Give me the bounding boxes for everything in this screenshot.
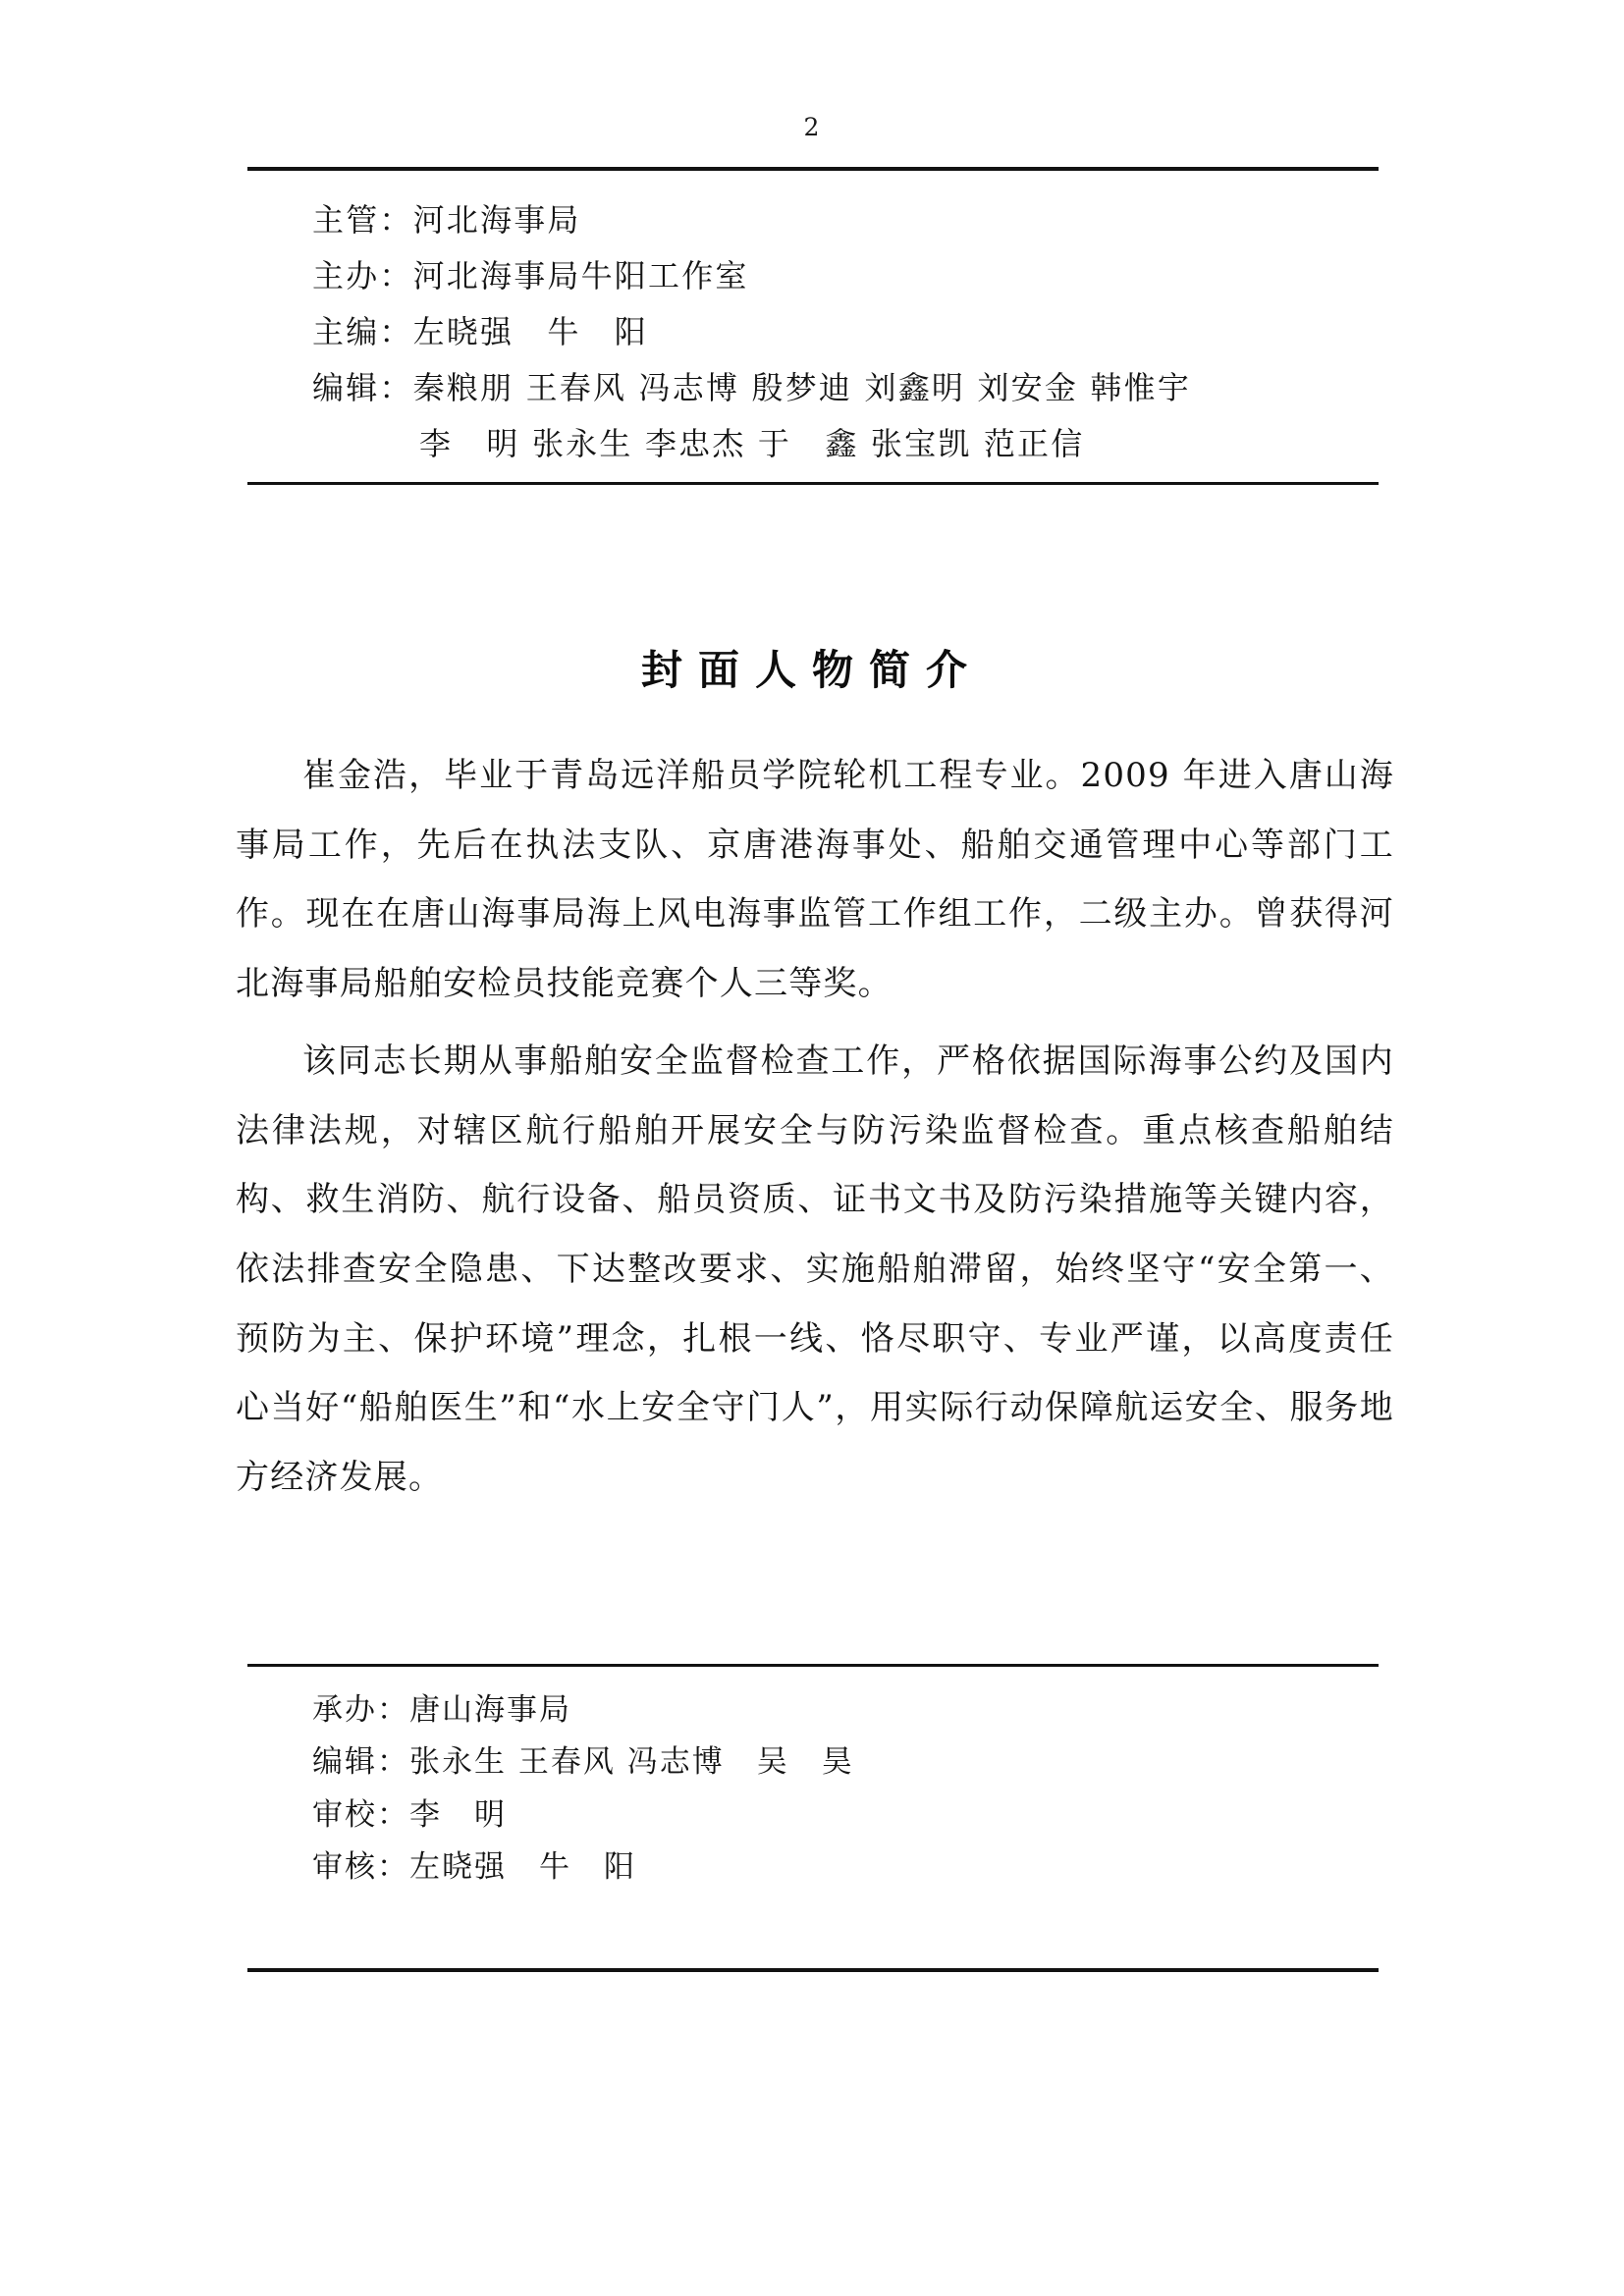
masthead-block <box>247 167 1379 485</box>
article-paragraph-1: 崔金浩，毕业于青岛远洋船员学院轮机工程专业。2009 年进入唐山海事局工作，先后在执法支队、京唐港海事处、船舶交通管理中心等部门工作。现在在唐山海事局海上风电海事监管工作组工作，二级主办。曾获得河北海事局船舶安检员技能竞赛个人三等奖。 <box>236 756 1394 1004</box>
masthead-line-organizer: 主办：河北海事局牛阳工作室 <box>312 256 749 294</box>
credits-line-reviewer: 审核：左晓强 牛 阳 <box>312 1848 636 1885</box>
article-paragraph-2: 该同志长期从事船舶安全监督检查工作，严格依据国际海事公约及国内法律法规，对辖区航行船舶开展安全与防污染监督检查。重点核查船舶结构、救生消防、航行设备、船员资质、证书文书及防污染措施等关键内容，依法排查安全隐患、下达整改要求、实施船舶滞留，始终坚守“安全第一、预防为主、保护环境”理念，扎根一线、恪尽职守、专业严谨，以高度责任心当好“船舶医生”和“水上安全守门人”，用实际行动保障航运安全、服务地方经济发展。 <box>236 1041 1394 1498</box>
article-body <box>236 741 1394 1521</box>
masthead-bottom-rule <box>247 482 1379 485</box>
masthead-line-supervisor: 主管：河北海事局 <box>312 201 581 239</box>
page-bottom-rule <box>247 1968 1379 1972</box>
masthead-lines <box>247 171 1379 482</box>
masthead-line-chief-editor: 主编：左晓强 牛 阳 <box>312 312 649 350</box>
masthead-line-editors-continued: 李 明 张永生 李忠杰 于 鑫 张宝凯 范正信 <box>419 424 1085 462</box>
credits-lines <box>247 1667 1379 1915</box>
section-title: 封面人物简介 <box>640 646 983 694</box>
credits-line-editor: 编辑：张永生 王春风 冯志博 吴 昊 <box>312 1744 854 1781</box>
credits-line-host: 承办：唐山海事局 <box>312 1692 571 1728</box>
page-bottom-rule-wrap <box>247 1968 1379 1972</box>
page-number: 2 <box>803 113 821 141</box>
credits-line-proofreader: 审校：李 明 <box>312 1796 507 1833</box>
masthead-line-editors: 编辑：秦粮朋 王春风 冯志博 殷梦迪 刘鑫明 刘安金 韩惟宇 <box>312 368 1192 406</box>
credits-block <box>247 1664 1379 1915</box>
